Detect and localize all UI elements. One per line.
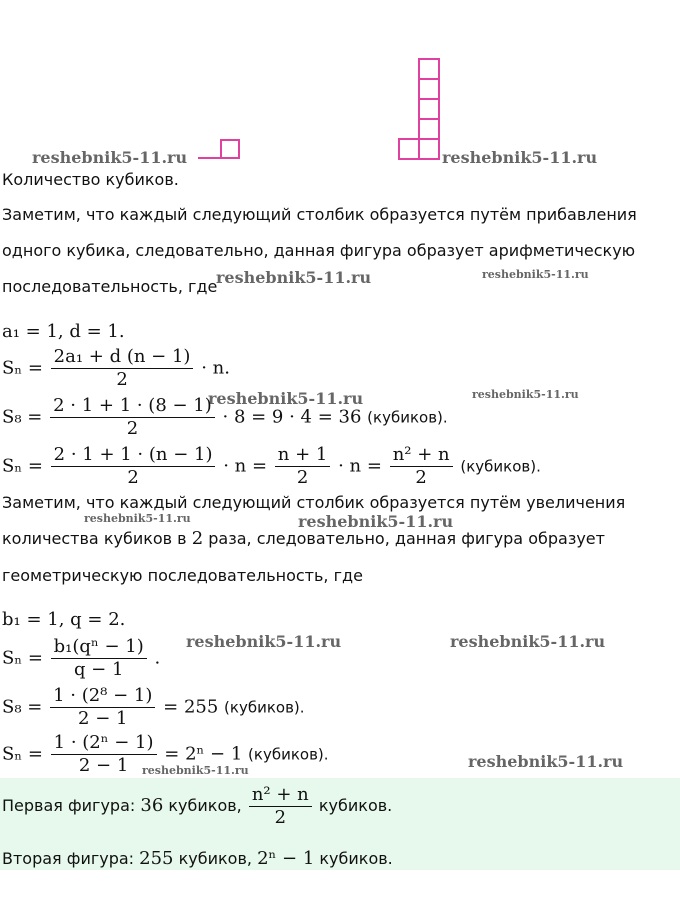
number: 2 xyxy=(191,528,204,549)
numerator: b₁(qⁿ − 1) xyxy=(53,636,144,657)
watermark: reshebnik5-11.ru xyxy=(142,764,249,777)
cube xyxy=(418,98,440,120)
watermark: reshebnik5-11.ru xyxy=(298,512,454,531)
denominator: 2 xyxy=(50,417,215,440)
numerator: n² + n xyxy=(251,784,309,805)
fraction xyxy=(275,444,331,489)
watermark: reshebnik5-11.ru xyxy=(472,388,579,401)
geom-paragraph-2 xyxy=(2,529,605,549)
fraction xyxy=(50,395,215,440)
numerator: 2a₁ + d (n − 1) xyxy=(53,346,191,367)
watermark: reshebnik5-11.ru xyxy=(216,268,372,287)
arith-sn-formula xyxy=(2,444,541,489)
denominator: 2 − 1 xyxy=(50,707,155,730)
text: кубиков. xyxy=(319,849,393,868)
fraction xyxy=(249,784,312,829)
watermark: reshebnik5-11.ru xyxy=(208,389,364,408)
cube xyxy=(418,138,440,160)
cube xyxy=(418,118,440,140)
watermark: reshebnik5-11.ru xyxy=(84,512,191,525)
number: 255 xyxy=(139,848,174,869)
fraction xyxy=(390,444,453,489)
geom-paragraph-3: геометрическую последовательность, где xyxy=(2,566,363,585)
sum-lhs: S₈ = xyxy=(2,406,43,428)
watermark: reshebnik5-11.ru xyxy=(482,268,589,281)
geom-params: b₁ = 1, q = 2. xyxy=(2,609,126,630)
expression: 2ⁿ − 1 xyxy=(257,848,315,869)
watermark: reshebnik5-11.ru xyxy=(442,148,598,167)
sum-lhs: S₈ = xyxy=(2,696,43,718)
numerator: 2 · 1 + 1 · (8 − 1) xyxy=(53,395,212,416)
operator: · n = xyxy=(223,455,268,477)
sum-lhs: Sₙ = xyxy=(2,357,43,379)
sum-tail: · n. xyxy=(201,357,230,379)
text: Вторая фигура: xyxy=(2,849,135,868)
denominator: 2 xyxy=(51,466,216,489)
watermark: reshebnik5-11.ru xyxy=(186,632,342,651)
sum-tail: . xyxy=(154,647,161,669)
sum-result: = 255 xyxy=(163,696,219,718)
sum-result: = 2ⁿ − 1 xyxy=(164,743,243,765)
sum-lhs: Sₙ = xyxy=(2,743,43,765)
text: Первая фигура: xyxy=(2,796,136,815)
denominator: 2 xyxy=(275,466,331,489)
unit-label: (кубиков). xyxy=(224,698,305,717)
arith-sum-formula xyxy=(2,346,230,391)
fraction xyxy=(51,444,216,489)
watermark: reshebnik5-11.ru xyxy=(32,148,188,167)
geom-s8-formula xyxy=(2,685,305,730)
answer-line-1 xyxy=(2,784,392,829)
answer-line-2 xyxy=(2,849,393,869)
denominator: q − 1 xyxy=(51,658,147,681)
arith-params: a₁ = 1, d = 1. xyxy=(2,321,125,342)
numerator: n² + n xyxy=(392,444,450,465)
sum-lhs: Sₙ = xyxy=(2,455,43,477)
cube-base-line xyxy=(198,157,240,159)
fraction xyxy=(51,636,147,681)
unit-label: (кубиков). xyxy=(460,457,541,476)
cube xyxy=(220,139,240,159)
text: кубиков. xyxy=(318,796,393,815)
denominator: 2 − 1 xyxy=(51,754,157,777)
watermark: reshebnik5-11.ru xyxy=(468,752,624,771)
arith-paragraph-1: Заметим, что каждый следующий столбик образуется путём прибавления xyxy=(2,205,637,224)
arith-s8-formula xyxy=(2,395,448,440)
number: 36 xyxy=(140,795,164,816)
count-label: Количество кубиков. xyxy=(2,170,179,189)
denominator: 2 xyxy=(249,806,312,829)
sum-lhs: Sₙ = xyxy=(2,647,43,669)
text: количества кубиков в xyxy=(2,529,187,548)
text: кубиков, xyxy=(178,849,252,868)
numerator: 1 · (2ⁿ − 1) xyxy=(53,732,154,753)
sum-result: · 8 = 9 · 4 = 36 xyxy=(222,406,362,428)
unit-label: (кубиков). xyxy=(248,745,329,764)
unit-label: (кубиков). xyxy=(367,408,448,427)
cube xyxy=(418,58,440,80)
cube xyxy=(418,78,440,100)
text: раза, следовательно, данная фигура образует xyxy=(208,529,605,548)
arith-paragraph-3: последовательность, где xyxy=(2,277,218,296)
numerator: 1 · (2⁸ − 1) xyxy=(53,685,153,706)
text: кубиков, xyxy=(168,796,242,815)
denominator: 2 xyxy=(390,466,453,489)
geom-sn-formula xyxy=(2,732,329,777)
geom-paragraph-1: Заметим, что каждый следующий столбик образуется путём увеличения xyxy=(2,493,626,512)
cube xyxy=(398,138,420,160)
fraction xyxy=(51,346,194,391)
watermark: reshebnik5-11.ru xyxy=(450,632,606,651)
fraction xyxy=(50,685,155,730)
operator: · n = xyxy=(338,455,382,477)
arith-paragraph-2: одного кубика, следовательно, данная фигура образует арифметическую xyxy=(2,241,636,260)
geom-sum-formula xyxy=(2,636,160,681)
numerator: n + 1 xyxy=(277,444,328,465)
numerator: 2 · 1 + 1 · (n − 1) xyxy=(53,444,213,465)
fraction xyxy=(51,732,157,777)
denominator: 2 xyxy=(51,368,194,391)
